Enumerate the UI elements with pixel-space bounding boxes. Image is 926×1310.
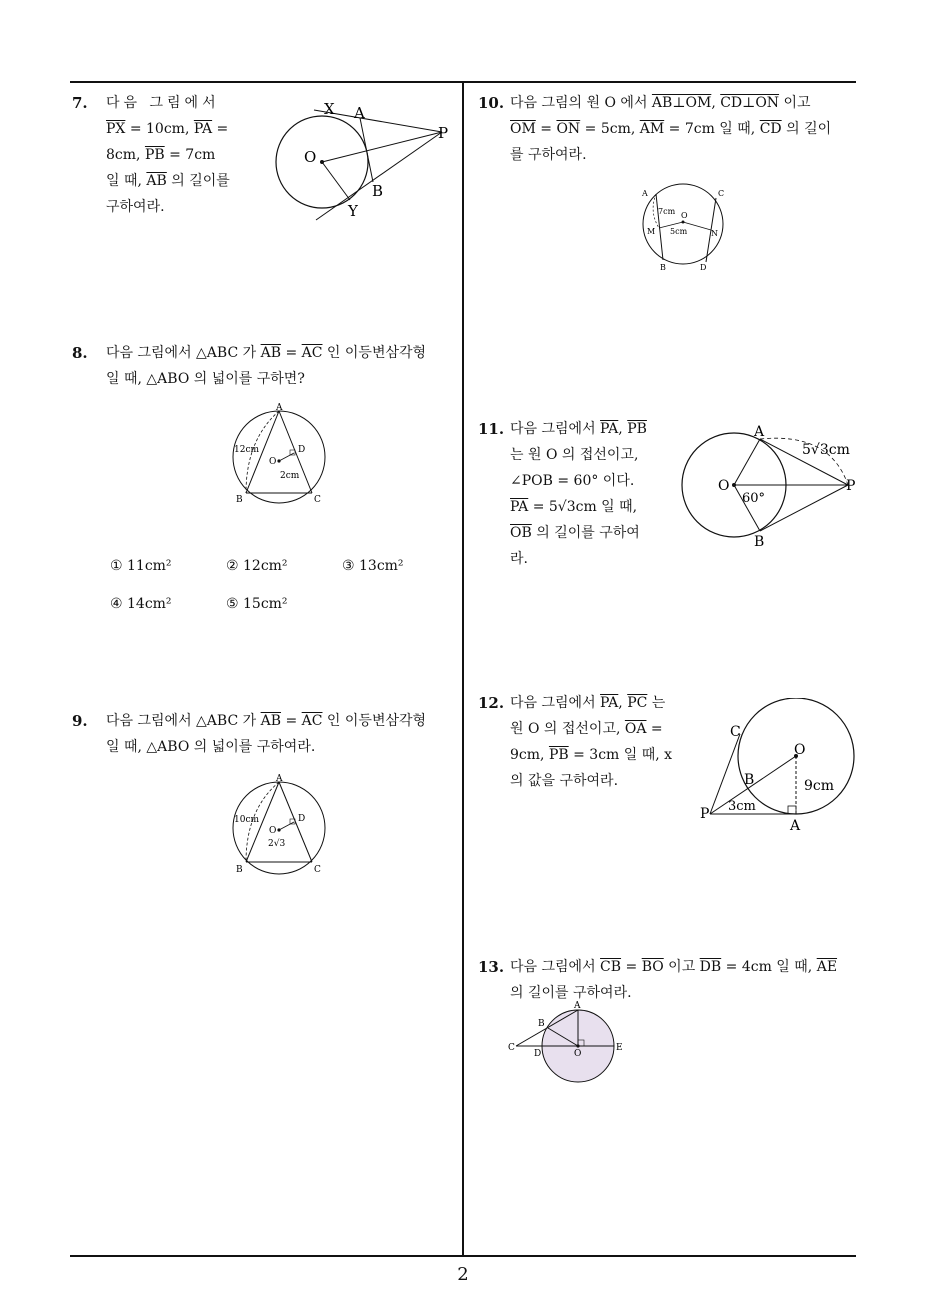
label-N: N <box>711 229 718 238</box>
label-oa: 9cm <box>804 778 835 794</box>
question-8 <box>72 340 462 400</box>
label-E: E <box>616 1043 623 1053</box>
choice-2[interactable]: ② 12cm² <box>226 558 288 574</box>
question-9 <box>72 708 462 768</box>
column-divider <box>462 81 464 1257</box>
label-P: P <box>700 806 710 822</box>
label-O: O <box>681 211 688 220</box>
label-B: B <box>660 263 666 272</box>
question-number: 7. <box>72 94 88 112</box>
line-py <box>316 132 442 220</box>
label-O: O <box>574 1049 582 1059</box>
label-P: P <box>438 124 449 142</box>
label-P: P <box>846 478 856 494</box>
label-O: O <box>718 478 730 494</box>
label-A: A <box>790 818 801 834</box>
choice-1[interactable]: ① 11cm² <box>110 558 172 574</box>
page-number: 2 <box>457 1264 469 1285</box>
figure-q10 <box>636 182 732 274</box>
label-A: A <box>276 403 283 413</box>
label-D: D <box>700 263 707 272</box>
label-side: 12cm <box>234 445 260 455</box>
label-O: O <box>269 457 277 467</box>
question-text: 다음 그림의 원 O 에서 AB⊥OM, CD⊥ON 이고 $\overline{OM} = \overline{ON} = 5cm$, $\overline{AM} = 7cm$ 일 때, $\overline{CD}$ 의 길이 를 구하여라. <box>510 95 832 163</box>
question-text: 다음 그림에서 $\overline{CB} = \overline{BO}$ 이고 $\overline{DB} = 4cm$ 일 때, $\overline{AE}$ 의 길이를 구하여라. <box>510 959 838 1001</box>
question-text: 다음 그림에서 △ABC 가 $\overline{AB} = \overline{AC}$ 인 이등변삼각형 일 때, △ABO 의 넓이를 구하면? <box>106 345 427 387</box>
label-B: B <box>236 495 243 505</box>
figure-q8 <box>226 400 336 510</box>
label-od: 2√3 <box>268 839 286 849</box>
question-11 <box>478 416 678 576</box>
label-om: 5cm <box>670 227 688 236</box>
label-side: 10cm <box>234 815 260 825</box>
label-O: O <box>304 148 317 166</box>
label-O: O <box>794 742 806 758</box>
label-A: A <box>354 104 365 122</box>
figure-q12 <box>696 698 860 836</box>
label-B: B <box>236 865 243 875</box>
figure-q13 <box>504 1000 634 1084</box>
label-A: A <box>754 424 765 440</box>
label-B: B <box>754 534 765 550</box>
label-B: B <box>744 772 755 788</box>
label-C: C <box>314 495 321 505</box>
label-B: B <box>372 182 384 200</box>
question-number: 13. <box>478 958 505 976</box>
label-D: D <box>534 1049 542 1059</box>
segment-op <box>322 132 442 162</box>
label-pb: 3cm <box>728 799 756 814</box>
question-number: 12. <box>478 694 505 712</box>
label-O: O <box>269 826 277 836</box>
question-text: 다음 그림에서 $\overline{PA}$, $\overline{PB}$ 는 원 O 의 접선이고, ∠POB = 60° 이다. $\overline{PA} = 5√3cm$ 일 때, $\overline{OB}$ 의 길이를 구하여 라. <box>510 421 647 567</box>
label-D: D <box>298 814 306 824</box>
label-M: M <box>647 227 656 236</box>
label-C: C <box>730 724 741 740</box>
question-12 <box>478 690 688 800</box>
label-angle: 60° <box>742 491 766 506</box>
choice-4[interactable]: ④ 14cm² <box>110 596 172 612</box>
choice-5[interactable]: ⑤ 15cm² <box>226 596 288 612</box>
question-7 <box>72 90 272 230</box>
segment-oy <box>322 162 350 200</box>
label-C: C <box>718 189 725 198</box>
figure-q9 <box>226 770 336 880</box>
label-am: 7cm <box>658 207 676 216</box>
label-A: A <box>276 774 283 784</box>
label-Y: Y <box>348 202 358 220</box>
label-A: A <box>574 1001 581 1011</box>
figure-q7 <box>270 96 460 226</box>
question-10 <box>478 90 858 170</box>
question-number: 10. <box>478 94 505 112</box>
label-A: A <box>642 189 648 198</box>
label-C: C <box>508 1043 515 1053</box>
question-text: 다음 그림에서 △ABC 가 $\overline{AB} = \overline{AC}$ 인 이등변삼각형 일 때, △ABO 의 넓이를 구하여라. <box>106 713 427 755</box>
label-B: B <box>538 1019 545 1029</box>
figure-q11 <box>680 422 860 552</box>
question-number: 8. <box>72 344 88 362</box>
question-number: 11. <box>478 420 505 438</box>
label-D: D <box>298 445 306 455</box>
label-od: 2cm <box>280 471 300 481</box>
label-pa: 5√3cm <box>802 442 850 458</box>
question-text: 다음 그림에서 $\overline{PA}$, $\overline{PC}$ 는 원 O 의 접선이고, $\overline{OA}$ = 9cm, $\overline{PB} = 3cm$ 일 때, x 의 값을 구하여라. <box>510 695 673 789</box>
question-number: 9. <box>72 712 88 730</box>
label-X: X <box>324 100 335 118</box>
question-text: 다음 그림에서 $\overline{PX} = 10cm$, $\overline{PA}$ = 8cm, $\overline{PB} = 7cm$ 일 때, $\overline{AB}$ 의 길이를 구하여라. <box>106 95 230 215</box>
label-C: C <box>314 865 321 875</box>
choice-3[interactable]: ③ 13cm² <box>342 558 404 574</box>
